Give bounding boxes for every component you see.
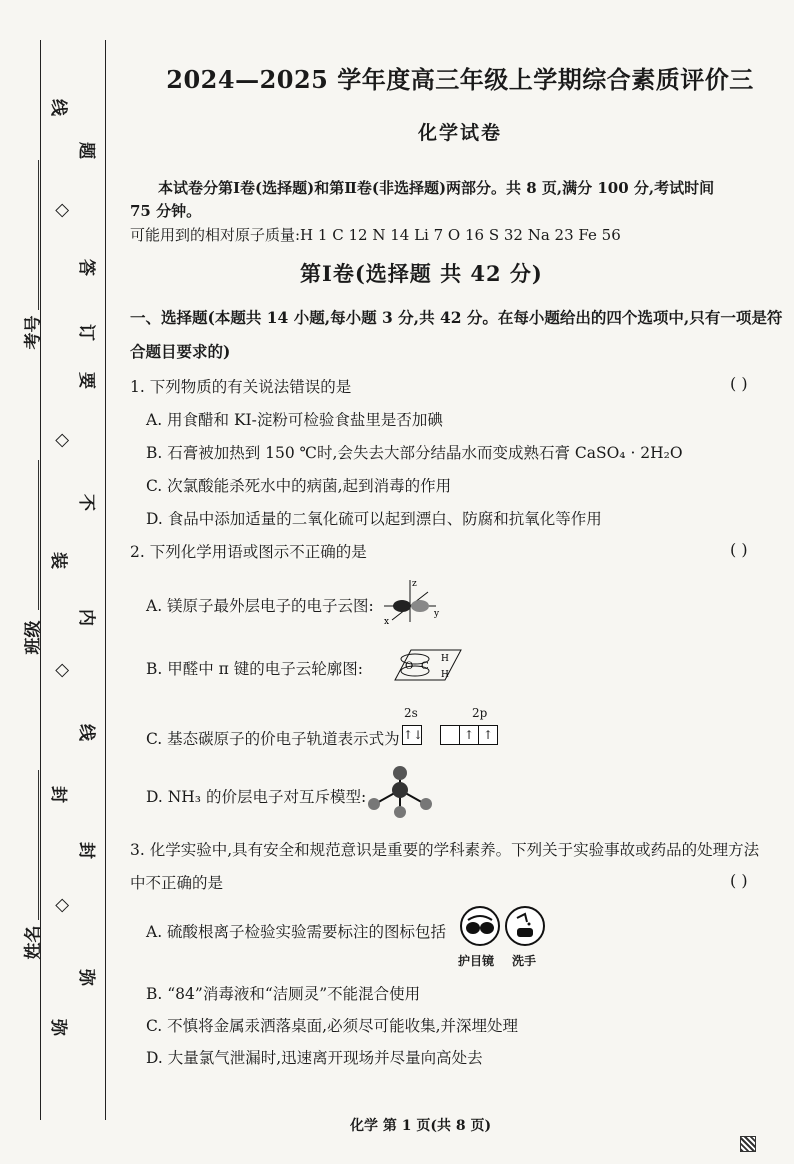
section-instruction-2: 合题目要求的) (130, 342, 231, 361)
exam-number-label: 考号 (23, 315, 44, 350)
orbital-box: ↑ (479, 725, 498, 745)
diamond-icon: ◇ (52, 898, 74, 913)
class-slot[interactable] (38, 460, 39, 610)
exam-number-slot[interactable] (38, 160, 39, 310)
q3-stem-line-2: 中不正确的是 (130, 874, 224, 892)
svg-text:x: x (384, 617, 390, 626)
margin-char: 装 (48, 552, 68, 569)
svg-text:H: H (441, 670, 449, 680)
margin-char: 线 (76, 724, 96, 741)
vsepr-model-icon (365, 764, 435, 818)
atomic-masses: 可能用到的相对原子质量:H 1 C 12 N 14 Li 7 O 16 S 32 Na 23 Fe 56 (130, 226, 621, 244)
section-instruction-1: 一、选择题(本题共 14 小题,每小题 3 分,共 42 分。在每小题给出的四个选项中,只有一项是符 (130, 308, 783, 327)
svg-text:O: O (405, 661, 414, 672)
svg-text:y: y (434, 609, 440, 619)
goggles-label: 护目镜 (458, 954, 495, 968)
q2-answer-bracket[interactable]: ( ) (730, 540, 748, 559)
margin-char: 内 (76, 609, 96, 626)
margin-char: 订 (76, 324, 96, 341)
margin-char: 封 (76, 842, 96, 859)
orbital-box (440, 725, 460, 745)
class-label: 班级 (23, 620, 44, 655)
orbital-2p-boxes (440, 724, 498, 745)
q2-option-b: B. 甲醛中 π 键的电子云轮廓图: (146, 660, 364, 678)
q3-stem-line-1: 3. 化学实验中,具有安全和规范意识是重要的学科素养。下列关于实验事故或药品的处理方法 (130, 841, 760, 859)
q2-option-d: D. NH₃ 的价层电子对互斥模型: (146, 788, 367, 806)
section-title: 第Ⅰ卷(选择题 共 42 分) (300, 261, 543, 286)
q2-option-a: A. 镁原子最外层电子的电子云图: (146, 597, 374, 615)
exam-subtitle: 化学试卷 (417, 122, 502, 144)
hand-wash-label: 洗手 (512, 954, 537, 968)
q2-stem: 2. 下列化学用语或图示不正确的是 (130, 543, 367, 561)
q3-option-d: D. 大量氯气泄漏时,迅速离开现场并尽量向高处去 (146, 1049, 483, 1067)
orbital-2s-label: 2s (404, 706, 418, 720)
orbital-box: ↑↓ (402, 725, 422, 745)
q3-option-a: A. 硫酸根离子检验实验需要标注的图标包括 (146, 923, 447, 941)
qr-code-icon (740, 1136, 756, 1152)
margin-char: 线 (48, 99, 68, 116)
margin-char: 答 (76, 259, 96, 276)
orbital-box: ↑ (460, 725, 479, 745)
orbital-2p-label: 2p (472, 706, 488, 720)
svg-text:C: C (421, 661, 429, 672)
intro-line-2: 75 分钟。 (130, 202, 202, 220)
hand-wash-icon (505, 906, 545, 946)
q3-option-c: C. 不慎将金属汞洒落桌面,必须尽可能收集,并深埋处理 (146, 1017, 519, 1035)
electron-cloud-icon (378, 576, 442, 626)
q3-option-b: B. “84”消毒液和“洁厕灵”不能混合使用 (146, 985, 421, 1003)
page-footer: 化学 第 1 页(共 8 页) (350, 1118, 492, 1134)
exam-title: 2024—2025 学年度高三年级上学期综合素质评价三 (166, 65, 754, 94)
pi-bond-cloud-icon (385, 644, 465, 684)
diamond-icon: ◇ (52, 433, 74, 448)
margin-char: 题 (76, 142, 96, 159)
margin-char: 封 (48, 786, 68, 803)
margin-char: 不 (76, 494, 96, 511)
diamond-icon: ◇ (52, 663, 74, 678)
q1-option-d: D. 食品中添加适量的二氧化硫可以起到漂白、防腐和抗氧化等作用 (146, 510, 602, 528)
goggles-icon (460, 906, 500, 946)
q2-option-c: C. 基态碳原子的价电子轨道表示式为 (146, 730, 400, 748)
q3-answer-bracket[interactable]: ( ) (730, 871, 748, 890)
diamond-icon: ◇ (52, 203, 74, 218)
q1-answer-bracket[interactable]: ( ) (730, 374, 748, 393)
name-slot[interactable] (38, 770, 39, 920)
svg-text:z: z (412, 579, 417, 589)
q1-option-c: C. 次氯酸能杀死水中的病菌,起到消毒的作用 (146, 477, 452, 495)
q1-option-b: B. 石膏被加热到 150 ℃时,会失去大部分结晶水而变成熟石膏 CaSO₄ · 2H₂O (146, 444, 683, 462)
q1-stem: 1. 下列物质的有关说法错误的是 (130, 378, 352, 396)
name-label: 姓名 (23, 925, 44, 960)
q1-option-a: A. 用食醋和 KI-淀粉可检验食盐里是否加碘 (146, 411, 443, 429)
margin-char: 弥 (76, 969, 96, 986)
margin-char: 弥 (48, 1019, 68, 1036)
margin-char: 要 (76, 372, 96, 389)
svg-text:H: H (441, 654, 449, 664)
intro-line-1: 本试卷分第Ⅰ卷(选择题)和第Ⅱ卷(非选择题)两部分。共 8 页,满分 100 分,考试时间 (158, 179, 715, 197)
orbital-2s-box (402, 724, 422, 745)
margin-line-right (105, 40, 106, 1120)
